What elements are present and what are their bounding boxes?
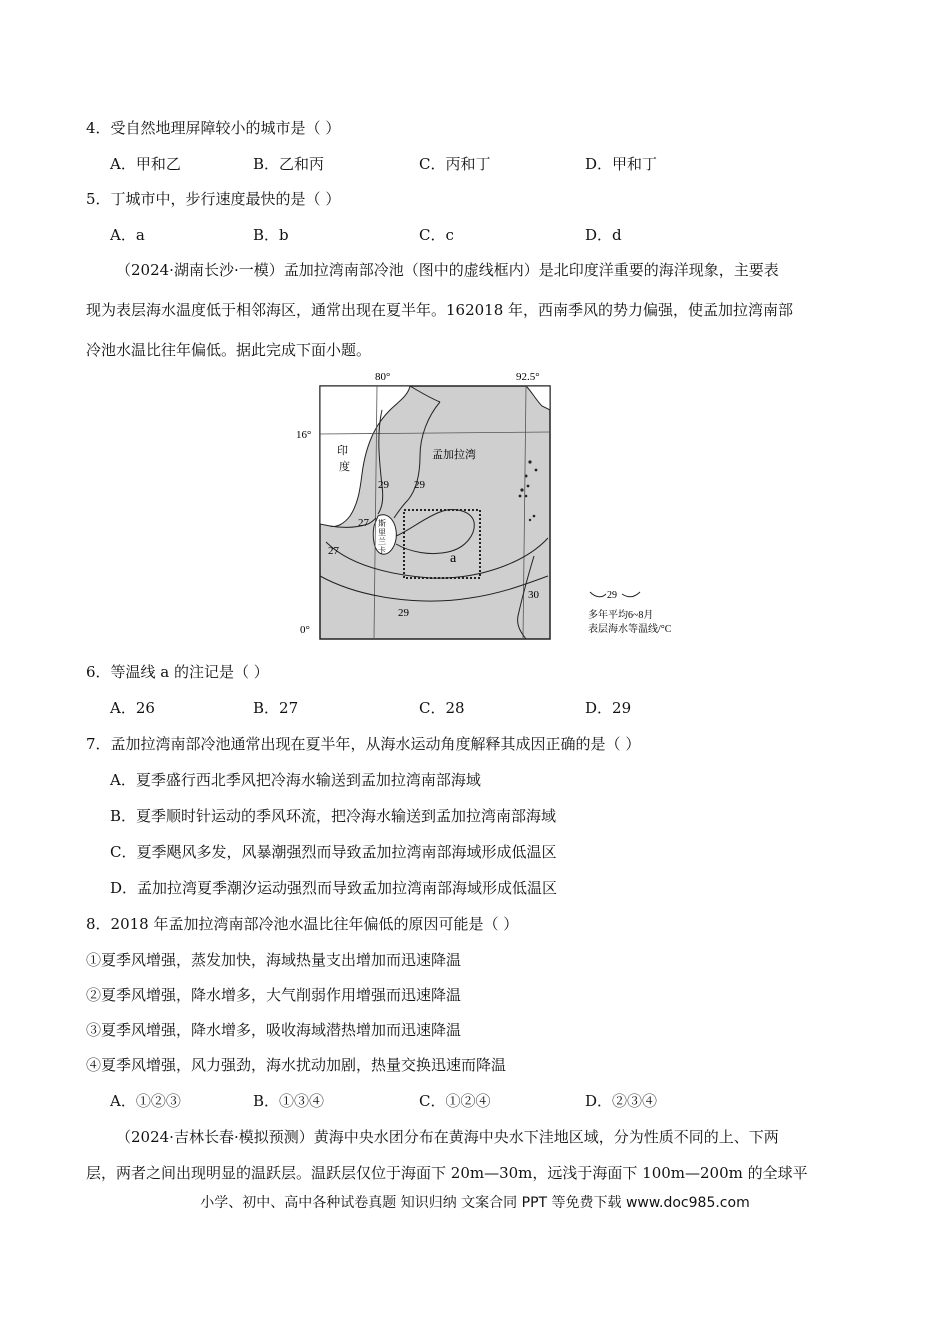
q5-option-b: B．b [253, 226, 289, 244]
legend-line-left [590, 592, 606, 597]
q6-option-d: D．29 [585, 699, 632, 717]
isotherm-a-label: a [450, 551, 457, 566]
q6-option-c: C．28 [419, 699, 465, 717]
isotherm-29-b: 29 [414, 479, 425, 491]
q5-option-c: C．c [419, 226, 454, 244]
q6-option-b: B．27 [253, 699, 299, 717]
isotherm-30: 30 [528, 589, 539, 601]
bay-of-bengal-map [290, 366, 672, 646]
bay-label: 孟加拉湾 [432, 449, 476, 461]
q4-option-c: C．丙和丁 [419, 155, 491, 173]
q8-item-4: ④夏季风增强，风力强劲，海水扰动加剧，热量交换迅速而降温 [86, 1056, 507, 1074]
q8-option-c: C．①②④ [419, 1092, 491, 1110]
q8-item-1: ①夏季风增强，蒸发加快，海域热量支出增加而迅速降温 [86, 951, 462, 969]
india-label-2: 度 [339, 461, 350, 473]
q4-option-b: B．乙和丙 [253, 155, 325, 173]
legend-line-right [622, 592, 640, 597]
q6-stem: 6．等温线 a 的注记是（ ） [86, 663, 269, 681]
legend-text-2: 表层海水等温线/°C [588, 624, 672, 635]
q8-option-d: D．②③④ [585, 1092, 658, 1110]
q7-option-b: B．夏季顺时针运动的季风环流，把冷海水输送到孟加拉湾南部海域 [110, 807, 557, 825]
srilanka-label-1: 斯 [378, 519, 386, 528]
srilanka-label-2: 里 [378, 528, 386, 537]
isotherm-29-a: 29 [378, 479, 389, 491]
q7-stem: 7．孟加拉湾南部冷池通常出现在夏半年，从海水运动角度解释其成因正确的是（ ） [86, 735, 641, 753]
isotherm-27-a: 27 [358, 517, 369, 529]
q5-stem: 5．丁城市中，步行速度最快的是（ ） [86, 190, 341, 208]
q4-stem: 4．受自然地理屏障较小的城市是（ ） [86, 119, 341, 137]
q8-option-b: B．①③④ [253, 1092, 325, 1110]
q7-option-d: D．孟加拉湾夏季潮汐运动强烈而导致孟加拉湾南部海域形成低温区 [110, 879, 558, 897]
passage1-line3: 冷池水温比往年偏低。据此完成下面小题。 [86, 341, 372, 359]
q6-option-a: A．26 [110, 699, 155, 717]
q8-option-a: A．①②③ [110, 1092, 181, 1110]
lat-16-label: 16° [296, 429, 312, 441]
passage1-line2: 现为表层海水温度低于相邻海区，通常出现在夏半年。162018 年，西南季风的势力偏强，使孟加拉湾南部 [86, 301, 794, 319]
q7-option-c: C．夏季飓风多发，风暴潮强烈而导致孟加拉湾南部海域形成低温区 [110, 843, 557, 861]
q8-item-3: ③夏季风增强，降水增多，吸收海域潜热增加而迅速降温 [86, 1021, 462, 1039]
q8-item-2: ②夏季风增强，降水增多，大气削弱作用增强而迅速降温 [86, 986, 462, 1004]
q5-option-a: A．a [110, 226, 145, 244]
q4-option-d: D．甲和丁 [585, 155, 658, 173]
page-footer: 小学、初中、高中各种试卷真题 知识归纳 文案合同 PPT 等免费下载 www.doc985.com [200, 1195, 750, 1211]
lon-925-label: 92.5° [516, 371, 540, 383]
passage2-line2: 层，两者之间出现明显的温跃层。温跃层仅位于海面下 20m—30m，远浅于海面下 100m—200m 的全球平 [86, 1164, 808, 1182]
passage1-line1: （2024·湖南长沙·一模）孟加拉湾南部冷池（图中的虚线框内）是北印度洋重要的海洋现象，主要表 [116, 261, 779, 279]
india-label-1: 印 [337, 445, 348, 457]
lat-0-label: 0° [300, 624, 310, 636]
passage2-line1: （2024·吉林长春·模拟预测）黄海中央水团分布在黄海中央水下洼地区域，分为性质不同的上、下两 [116, 1128, 779, 1146]
q5-option-d: D．d [585, 226, 622, 244]
legend-text-1: 多年平均6~8月 [588, 610, 654, 621]
isotherm-27-b: 27 [328, 545, 339, 557]
legend-sample-label: 29 [607, 590, 617, 601]
lon-80-label: 80° [375, 371, 391, 383]
q4-option-a: A．甲和乙 [110, 155, 181, 173]
srilanka-label-3: 兰 [378, 537, 386, 546]
q7-option-a: A．夏季盛行西北季风把冷海水输送到孟加拉湾南部海域 [110, 771, 481, 789]
q8-stem: 8．2018 年孟加拉湾南部冷池水温比往年偏低的原因可能是（ ） [86, 915, 519, 933]
isotherm-29-c: 29 [398, 607, 409, 619]
srilanka-label-4: 卡 [378, 546, 386, 555]
